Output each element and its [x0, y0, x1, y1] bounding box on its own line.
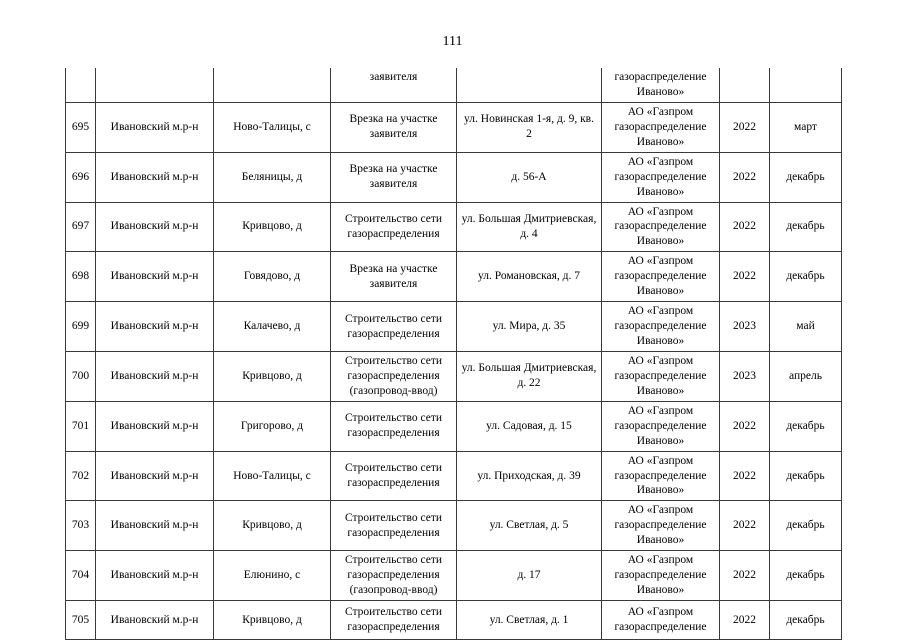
cell-address: ул. Садовая, д. 15	[457, 401, 602, 451]
cell-work: Строительство сети газораспределения	[331, 451, 457, 501]
table-row	[66, 68, 842, 102]
cell-month: май	[770, 302, 842, 352]
cell-address: ул. Светлая, д. 1	[457, 601, 602, 640]
cell-month: декабрь	[770, 551, 842, 601]
table-row	[66, 152, 842, 202]
cell-num: 698	[66, 252, 96, 302]
cell-month: декабрь	[770, 202, 842, 252]
cell-year: 2022	[720, 202, 770, 252]
cell-settlement: Ново-Талицы, с	[214, 102, 331, 152]
cell-org: газораспределение Иваново»	[602, 68, 720, 102]
cell-address: ул. Светлая, д. 5	[457, 501, 602, 551]
records-table-body	[66, 68, 842, 640]
cell-year: 2022	[720, 601, 770, 640]
cell-org: АО «Газпром газораспределение Иваново»	[602, 401, 720, 451]
cell-address	[457, 68, 602, 102]
cell-work: Врезка на участке заявителя	[331, 152, 457, 202]
cell-address: ул. Большая Дмитриевская, д. 4	[457, 202, 602, 252]
cell-work: Врезка на участке заявителя	[331, 252, 457, 302]
cell-num: 702	[66, 451, 96, 501]
cell-address: ул. Приходская, д. 39	[457, 451, 602, 501]
cell-address: д. 56-А	[457, 152, 602, 202]
cell-district: Ивановский м.р-н	[96, 152, 214, 202]
cell-month: декабрь	[770, 451, 842, 501]
cell-num: 700	[66, 351, 96, 401]
cell-num	[66, 68, 96, 102]
cell-year: 2022	[720, 501, 770, 551]
cell-district: Ивановский м.р-н	[96, 102, 214, 152]
cell-org: АО «Газпром газораспределение Иваново»	[602, 551, 720, 601]
cell-district: Ивановский м.р-н	[96, 202, 214, 252]
cell-year: 2022	[720, 102, 770, 152]
cell-address: ул. Романовская, д. 7	[457, 252, 602, 302]
cell-org: АО «Газпром газораспределение Иваново»	[602, 202, 720, 252]
cell-settlement: Беляницы, д	[214, 152, 331, 202]
cell-district: Ивановский м.р-н	[96, 252, 214, 302]
cell-settlement: Елюнино, с	[214, 551, 331, 601]
cell-work: Врезка на участке заявителя	[331, 102, 457, 152]
cell-district	[96, 68, 214, 102]
table-row	[66, 451, 842, 501]
cell-year: 2022	[720, 451, 770, 501]
table-row	[66, 601, 842, 640]
cell-work: Строительство сети газораспределения	[331, 601, 457, 640]
table-row	[66, 401, 842, 451]
cell-num: 703	[66, 501, 96, 551]
cell-settlement	[214, 68, 331, 102]
cell-year: 2023	[720, 351, 770, 401]
cell-district: Ивановский м.р-н	[96, 351, 214, 401]
cell-year: 2022	[720, 152, 770, 202]
cell-month: декабрь	[770, 501, 842, 551]
cell-org: АО «Газпром газораспределение Иваново»	[602, 451, 720, 501]
cell-work: Строительство сети газораспределения	[331, 202, 457, 252]
cell-org: АО «Газпром газораспределение Иваново»	[602, 102, 720, 152]
cell-address: ул. Большая Дмитриевская, д. 22	[457, 351, 602, 401]
cell-settlement: Кривцово, д	[214, 351, 331, 401]
cell-num: 695	[66, 102, 96, 152]
cell-year: 2022	[720, 551, 770, 601]
table-row	[66, 501, 842, 551]
cell-district: Ивановский м.р-н	[96, 401, 214, 451]
cell-org: АО «Газпром газораспределение Иваново»	[602, 351, 720, 401]
cell-work: Строительство сети газораспределения	[331, 302, 457, 352]
table-row	[66, 102, 842, 152]
cell-month: декабрь	[770, 252, 842, 302]
cell-org: АО «Газпром газораспределение Иваново»	[602, 501, 720, 551]
table-row	[66, 302, 842, 352]
cell-num: 701	[66, 401, 96, 451]
cell-year	[720, 68, 770, 102]
cell-year: 2023	[720, 302, 770, 352]
cell-address: ул. Новинская 1-я, д. 9, кв. 2	[457, 102, 602, 152]
cell-work: Строительство сети газораспределения (газопровод-ввод)	[331, 551, 457, 601]
cell-work: Строительство сети газораспределения (газопровод-ввод)	[331, 351, 457, 401]
cell-num: 697	[66, 202, 96, 252]
cell-month	[770, 68, 842, 102]
records-table	[65, 68, 842, 640]
cell-address: ул. Мира, д. 35	[457, 302, 602, 352]
cell-settlement: Говядово, д	[214, 252, 331, 302]
cell-district: Ивановский м.р-н	[96, 551, 214, 601]
cell-settlement: Кривцово, д	[214, 601, 331, 640]
cell-org: АО «Газпром газораспределение Иваново»	[602, 302, 720, 352]
page-number: 111	[442, 34, 463, 49]
cell-settlement: Кривцово, д	[214, 202, 331, 252]
cell-org: АО «Газпром газораспределение	[602, 601, 720, 640]
cell-address: д. 17	[457, 551, 602, 601]
cell-year: 2022	[720, 401, 770, 451]
table-row	[66, 551, 842, 601]
cell-org: АО «Газпром газораспределение Иваново»	[602, 152, 720, 202]
cell-settlement: Кривцово, д	[214, 501, 331, 551]
cell-district: Ивановский м.р-н	[96, 601, 214, 640]
table-row	[66, 202, 842, 252]
cell-work: заявителя	[331, 68, 457, 102]
cell-work: Строительство сети газораспределения	[331, 401, 457, 451]
cell-org: АО «Газпром газораспределение Иваново»	[602, 252, 720, 302]
cell-month: декабрь	[770, 152, 842, 202]
cell-month: март	[770, 102, 842, 152]
cell-settlement: Калачево, д	[214, 302, 331, 352]
cell-month: декабрь	[770, 601, 842, 640]
cell-district: Ивановский м.р-н	[96, 501, 214, 551]
cell-year: 2022	[720, 252, 770, 302]
table-row	[66, 252, 842, 302]
table-row	[66, 351, 842, 401]
cell-work: Строительство сети газораспределения	[331, 501, 457, 551]
cell-num: 704	[66, 551, 96, 601]
cell-month: апрель	[770, 351, 842, 401]
cell-month: декабрь	[770, 401, 842, 451]
cell-num: 705	[66, 601, 96, 640]
cell-district: Ивановский м.р-н	[96, 451, 214, 501]
cell-district: Ивановский м.р-н	[96, 302, 214, 352]
cell-settlement: Ново-Талицы, с	[214, 451, 331, 501]
cell-num: 699	[66, 302, 96, 352]
cell-settlement: Григорово, д	[214, 401, 331, 451]
cell-num: 696	[66, 152, 96, 202]
